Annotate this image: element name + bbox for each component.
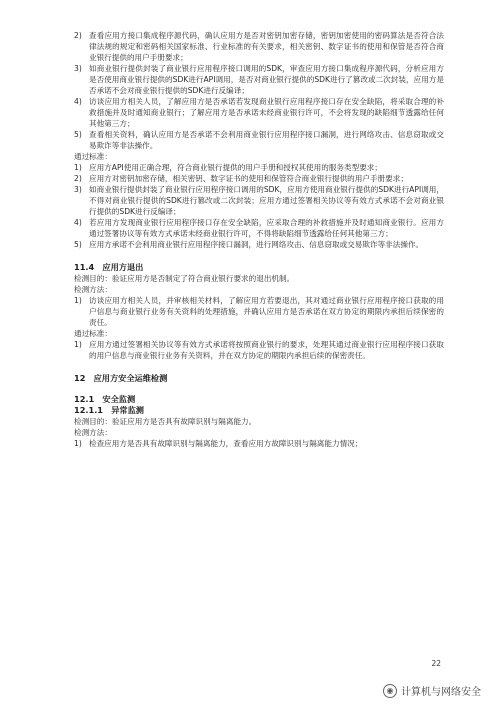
section-12-method-label: 检测方法： [74,428,112,437]
list-item-text: 访谈应用方相关人员，了解应用方是否承诺若发现商业银行应用程序接口存在安全缺陷，将采取合理的补救措施并及时通知商业银行；了解应用方是否承诺未经商业银行许可，不会将发现的缺陷细节透露给任何其他第三方； [89,97,444,128]
page-number: 22 [431,659,441,668]
list-item-number: 5) [74,130,82,139]
list-item-number: 3) [74,64,82,73]
list-item [74,173,444,184]
list-item-text: 查看应用方接口集成程序源代码，确认应用方是否对密钥加密存储，密钥加密使用的密码算法是否符合法律法规的规定和密码相关国家标准、行业标准的有关要求，相关密钥、数字证书的使用和保管是否符合商业银行提供的用户手册要求； [89,31,444,62]
list-item [74,438,444,449]
list-item-text: 应用方承诺不会利用商业银行应用程序接口漏洞，进行网络攻击、信息窃取或交易欺诈等非法操作。 [89,240,424,249]
list-item-text: 如商业银行提供封装了商业银行应用程序接口调用的SDK，审查应用方接口集成程序源代码，分析应用方是否使用商业银行提供的SDK进行API调用，是否对商业银行提供的SDK进行了篡改或二次封装，应用方是否承诺不会对商业银行提供的SDK进行反编译； [89,64,444,95]
watermark [383,683,481,698]
section-11-4-purpose: 检测目的：验证应用方是否制定了符合商业银行要求的退出机制。 [74,274,295,283]
section-11-3-method-list [74,30,444,151]
section-11-4-pass-label: 通过标准： [74,329,112,338]
list-item [74,162,444,173]
section-11-4-method-list [74,295,444,328]
list-item [74,217,444,239]
section-12-1-1-heading: 12.1.1 异常监测 [74,405,144,415]
section-11-3-pass-list [74,162,444,250]
list-item-text: 如商业银行提供封装了商业银行应用程序接口调用的SDK，应用方使用商业银行提供的SDK进行API调用，不得对商业银行提供的SDK进行篡改或二次封装；应用方通过签署相关协议等有效方式承诺不会对商业银行提供的SDK进行反编译； [89,185,444,216]
list-item [74,239,444,250]
list-item-number: 5) [74,240,82,249]
list-item-number: 1) [74,340,82,349]
list-item-text: 访谈应用方相关人员，并审核相关材料，了解应用方若要退出，其对通过商业银行应用程序接口获取的用户信息与商业银行业务有关资料的处理措施，并确认应用方是否承诺在双方协定的期限内承担后续保密的责任。 [89,296,444,327]
section-11-4-method-label: 检测方法： [74,285,112,294]
section-12-method-list [74,438,444,449]
list-item-number: 1) [74,439,82,448]
section-12-heading: 12 应用方安全运维检测 [74,373,168,383]
list-item-number: 2) [74,31,82,40]
list-item-text: 检查应用方是否具有故障识别与隔离能力，查看应用方故障识别与隔离能力情况； [89,439,363,448]
page-content [74,30,444,449]
list-item-number: 1) [74,163,82,172]
section-12-1-heading: 12.1 安全监测 [74,394,136,404]
list-item-number: 4) [74,218,82,227]
list-item [74,30,444,63]
list-item-number: 4) [74,97,82,106]
list-item-text: 应用方对密钥加密存储，相关密钥、数字证书的使用和保管符合商业银行提供的用户手册要求； [89,174,408,183]
list-item-number: 1) [74,296,82,305]
list-item [74,339,444,361]
list-item [74,96,444,129]
list-item [74,63,444,96]
list-item-number: 2) [74,174,82,183]
list-item-text: 应用方API使用正确合理，符合商业银行提供的用户手册和授权其使用的服务类型要求； [89,163,382,172]
list-item [74,184,444,217]
section-12-purpose: 检测目的：验证应用方是否具有故障识别与隔离能力。 [74,417,257,426]
list-item-text: 查看相关资料，确认应用方是否承诺不会利用商业银行应用程序接口漏洞，进行网络攻击、信息窃取或交易欺诈等非法操作。 [89,130,444,150]
section-11-4-heading: 11.4 应用方退出 [74,262,144,272]
list-item-text: 应用方通过签署相关协议等有效方式承诺将按照商业银行的要求，处理其通过商业银行应用程序接口获取的用户信息与商业银行业务有关资料，并在双方协定的期限内承担后续的保密责任。 [89,340,444,360]
watermark-text: 计算机与网络安全 [401,687,481,698]
section-11-4-pass-list [74,339,444,361]
list-item [74,129,444,151]
list-item-text: 若应用方发现商业银行应用程序接口存在安全缺陷，应采取合理的补救措施并及时通知商业银行。应用方通过签署协议等有效方式承诺未经商业银行许可，不得将缺陷细节透露给任何其他第三方； [89,218,444,238]
list-item [74,295,444,328]
list-item-number: 3) [74,185,82,194]
pass-criteria-label: 通过标准： [74,152,112,161]
wechat-channel-icon: ◉ [383,684,397,698]
